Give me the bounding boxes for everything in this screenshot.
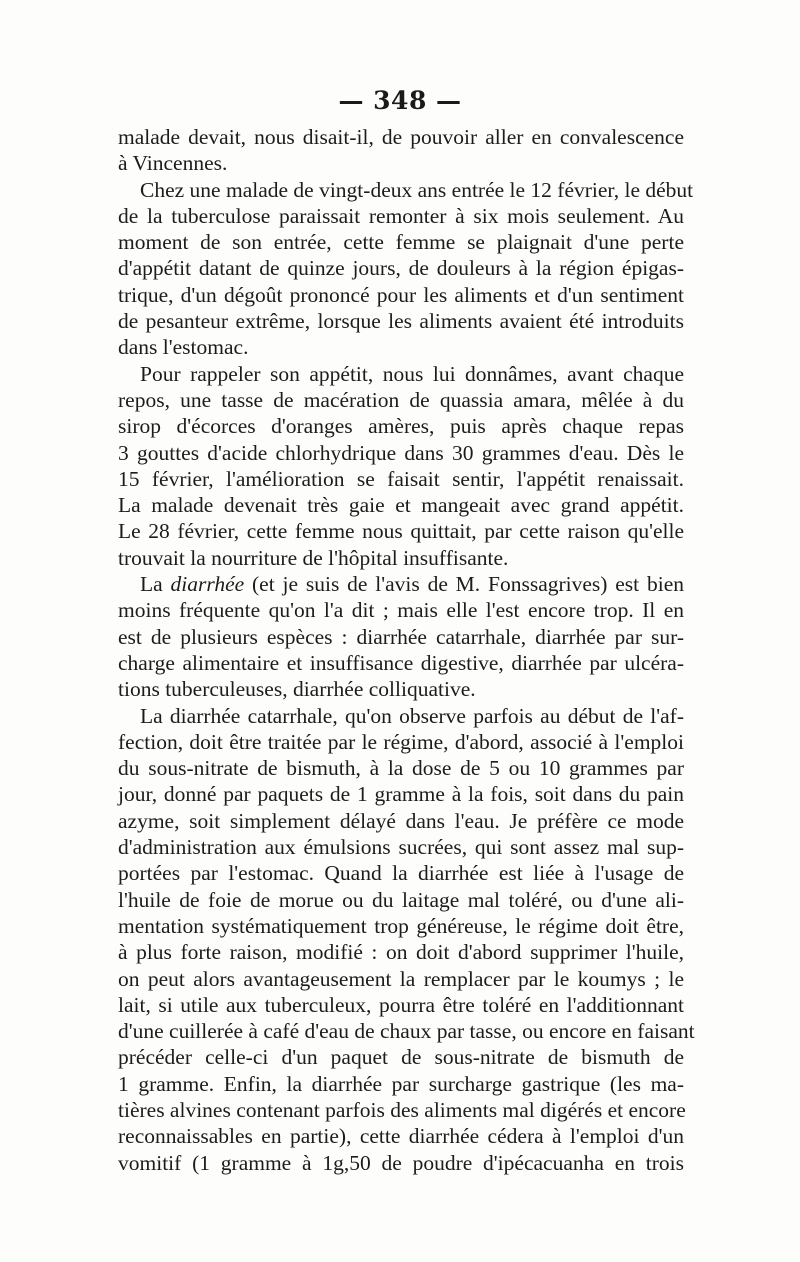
text-line <box>118 571 684 597</box>
text-line: tières alvines contenant parfois des aliments mal digérés et encore <box>118 1097 686 1122</box>
text-line: charge alimentaire et insuffisance digestive, diarrhée par ulcéra- <box>118 650 684 675</box>
italic-term: diarrhée <box>170 572 245 597</box>
text-line: 3 gouttes d'acide chlorhydrique dans 30 grammes d'eau. Dès le <box>118 440 684 465</box>
text-line: portées par l'estomac. Quand la diarrhée est liée à l'usage de <box>118 861 684 886</box>
text-line: 1 gramme. Enfin, la diarrhée par surcharge gastrique (les ma- <box>118 1071 684 1096</box>
text-line: reconnaissables en partie), cette diarrhée cédera à l'emploi d'un <box>118 1124 684 1149</box>
text-line: trique, d'un dégoût prononcé pour les aliments et d'un sentiment <box>118 282 684 307</box>
text-line: La diarrhée catarrhale, qu'on observe parfois au début de l'af- <box>140 703 684 728</box>
text-line: dans l'estomac. <box>118 335 249 360</box>
text-line: Pour rappeler son appétit, nous lui donnâmes, avant chaque <box>140 361 684 386</box>
text-line: précéder celle-ci d'un paquet de sous-nitrate de bismuth de <box>118 1045 684 1070</box>
text-line: trouvait la nourriture de l'hôpital insuffisante. <box>118 545 509 570</box>
text-line: sirop d'écorces d'oranges amères, puis après chaque repas <box>118 414 684 439</box>
text-line: vomitif (1 gramme à 1g,50 de poudre d'ipécacuanha en trois <box>118 1150 684 1175</box>
text-line: l'huile de foie de morue ou du laitage mal toléré, ou d'une ali- <box>118 887 684 912</box>
text-line: d'une cuillerée à café d'eau de chaux par tasse, ou encore en faisant <box>118 1019 695 1044</box>
page-number: — 348 — <box>338 86 462 115</box>
text-line: de pesanteur extrême, lorsque les aliments avaient été introduits <box>118 309 684 334</box>
text-line: mentation systématiquement trop généreuse, le régime doit être, <box>118 913 684 938</box>
text-line: repos, une tasse de macération de quassia amara, mêlée à du <box>118 387 684 412</box>
text-line: d'administration aux émulsions sucrées, qui sont assez mal sup- <box>118 835 684 860</box>
text-line: 15 février, l'amélioration se faisait sentir, l'appétit renaissait. <box>118 466 684 491</box>
text-line: jour, donné par paquets de 1 gramme à la fois, soit dans du pain <box>118 782 684 807</box>
text-line: azyme, soit simplement délayé dans l'eau. Je préfère ce mode <box>118 808 684 833</box>
text-line: à plus forte raison, modifié : on doit d'abord supprimer l'huile, <box>118 940 684 965</box>
text-line: malade devait, nous disait-il, de pouvoir aller en convalescence <box>118 125 684 149</box>
text-line: La malade devenait très gaie et mangeait avec grand appétit. <box>118 493 684 518</box>
body-text <box>118 124 695 1176</box>
text-line: Le 28 février, cette femme nous quittait, par cette raison qu'elle <box>118 519 684 544</box>
text-line: tions tuberculeuses, diarrhée colliquative. <box>118 677 476 702</box>
text-run: (et je suis de l'avis de M. Fonssagrives) est bien <box>252 572 684 597</box>
text-line: fection, doit être traitée par le régime, d'abord, associé à l'emploi <box>118 729 684 754</box>
text-line: moment de son entrée, cette femme se plaignait d'une perte <box>118 230 684 255</box>
text-run: La <box>140 572 171 597</box>
text-line: du sous-nitrate de bismuth, à la dose de 5 ou 10 grammes par <box>118 756 684 781</box>
text-line: est de plusieurs espèces : diarrhée catarrhale, diarrhée par sur- <box>118 624 684 649</box>
text-line: on peut alors avantageusement la remplacer par le koumys ; le <box>118 966 684 991</box>
text-line: de la tuberculose paraissait remonter à six mois seulement. Au <box>118 203 684 228</box>
text-line: d'appétit datant de quinze jours, de douleurs à la région épigas- <box>118 256 684 281</box>
text-line: lait, si utile aux tuberculeux, pourra être toléré en l'additionnant <box>118 992 684 1017</box>
text-line: à Vincennes. <box>118 151 228 176</box>
text-line: Chez une malade de vingt-deux ans entrée le 12 février, le début <box>140 177 694 202</box>
text-line: moins fréquente qu'on l'a dit ; mais elle l'est encore trop. Il en <box>118 598 684 623</box>
